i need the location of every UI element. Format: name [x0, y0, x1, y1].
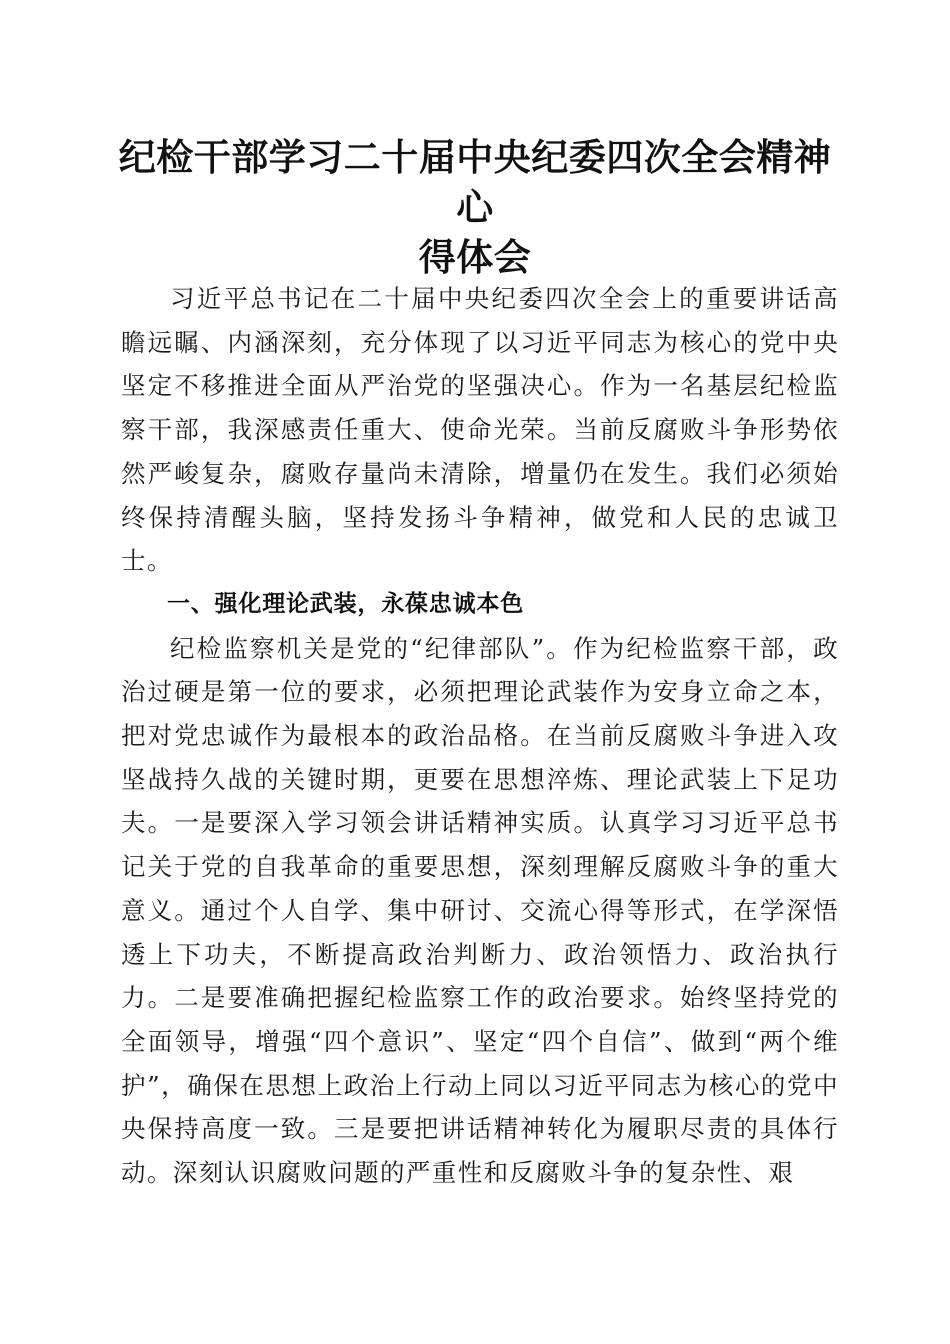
section-heading: 一、强化理论武装，永葆忠诚本色	[167, 590, 524, 617]
document-body	[121, 277, 839, 1195]
intro-paragraph: 习近平总书记在二十届中央纪委四次全会上的重要讲话高瞻远瞩、内涵深刻，充分体现了以习近平同志为核心的党中央坚定不移推进全面从严治党的坚强决心。作为一名基层纪检监察干部，我深感责任重大、使命光荣。当前反腐败斗争形势依然严峻复杂，腐败存量尚未清除，增量仍在发生。我们必须始终保持清醒头脑，坚持发扬斗争精神，做党和人民的忠诚卫士。	[121, 284, 839, 576]
section-1-paragraph: 纪检监察机关是党的“纪律部队”。作为纪检监察干部，政治过硬是第一位的要求，必须把理论武装作为安身立命之本，把对党忠诚作为最根本的政治品格。在当前反腐败斗争进入攻坚战持久战的关键时期，更要在思想淬炼、理论武装上下足功夫。一是要深入学习领会讲话精神实质。认真学习习近平总书记关于党的自我革命的重要思想，深刻理解反腐败斗争的重大意义。通过个人自学、集中研讨、交流心得等形式，在学深悟透上下功夫，不断提高政治判断力、政治领悟力、政治执行力。二是要准确把握纪检监察工作的政治要求。始终坚持党的全面领导，增强“四个意识”、坚定“四个自信”、做到“两个维护”，确保在思想上政治上行动上同以习近平同志为核心的党中央保持高度一致。三是要把讲话精神转化为履职尽责的具体行动。深刻认识腐败问题的严重性和反腐败斗争的复杂性、艰	[121, 633, 839, 1188]
document-title	[110, 132, 840, 282]
title-line-1: 纪检干部学习二十届中央纪委四次全会精神心	[118, 135, 832, 229]
title-line-2: 得体会	[418, 235, 532, 279]
